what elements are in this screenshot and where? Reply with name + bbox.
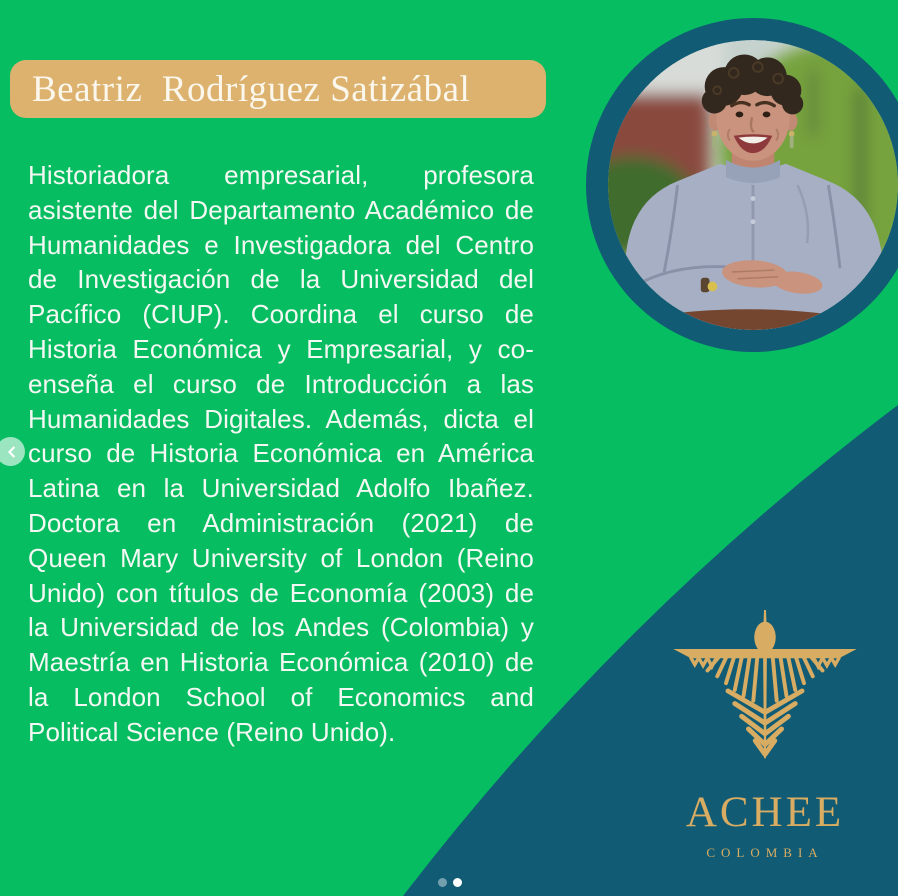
achee-wordmark: ACHEE	[685, 789, 845, 836]
portrait-ring	[586, 18, 898, 352]
chevron-left-icon	[5, 445, 19, 459]
achee-country-label: COLOMBIA	[706, 845, 824, 860]
name-banner	[10, 60, 546, 118]
carousel-dot-1[interactable]	[438, 878, 447, 887]
person-name: Beatriz Rodríguez Satizábal	[32, 68, 471, 110]
nazca-bird-icon	[667, 610, 863, 766]
carousel-dots	[438, 878, 462, 887]
portrait-photo	[608, 40, 898, 330]
biography-text: Historiadora empresarial, profesora asistente del Departamento Académico de Humanidades e Investigadora del Centro de Investigación de la Universidad del Pacífico (CIUP). Coordina el curso de Historia Económica y Empresarial, y co-enseña el curso de Introducción a las Humanidades Digitales. Además, dicta el curso de Historia Económica en América Latina en la Universidad Adolfo Ibañez. Doctora en Administración (2021) de Queen Mary University of London (Reino Unido) con títulos de Economía (2003) de la Universidad de los Andes (Colombia) y Maestría en Historia Económica (2010) de la London School of Economics and Political Science (Reino Unido).	[28, 160, 534, 747]
achee-logo	[640, 610, 890, 861]
carousel-dot-2[interactable]	[453, 878, 462, 887]
